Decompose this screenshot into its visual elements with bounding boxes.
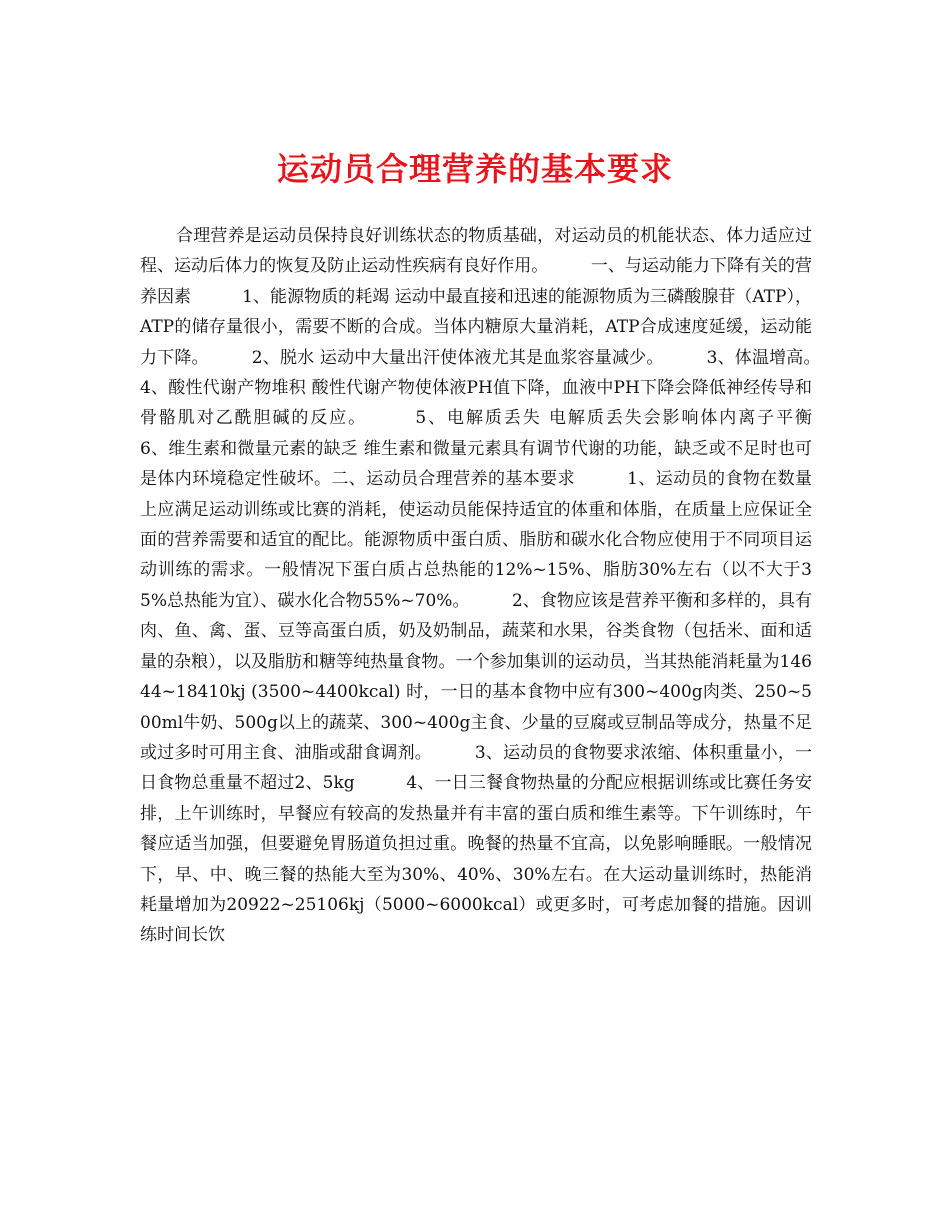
body-paragraph: 合理营养是运动员保持良好训练状态的物质基础，对运动员的机能状态、体力适应过程、运动后体力的恢复及防止运动性疾病有良好作用。 一、与运动能力下降有关的营养因素 1、能源物质的耗竭 运动中最直接和迅速的能源物质为三磷酸腺苷（ATP），ATP的储存量很小，需要不断的合成。当体内糖原大量消耗，ATP合成速度延缓，运动能力下降。 2、脱水 运动中大量出汗使体液尤其是血浆容量减少。 3、体温增高。 4、酸性代谢产物堆积 酸性代谢产物使体液PH值下降，血液中PH下降会降低神经传导和骨骼肌对乙酰胆碱的反应。 5、电解质丢失 电解质丢失会影响体内离子平衡 6、维生素和微量元素的缺乏 维生素和微量元素具有调节代谢的功能，缺乏或不足时也可是体内环境稳定性破坏。二、运动员合理营养的基本要求 1、运动员的食物在数量上应满足运动训练或比赛的消耗，使运动员能保持适宜的体重和体脂，在质量上应保证全面的营养需要和适宜的配比。能源物质中蛋白质、脂肪和碳水化合物应使用于不同项目运动训练的需求。一般情况下蛋白质占总热能的12%~15%、脂肪30%左右（以不大于35%总热能为宜）、碳水化合物55%~70%。 2、食物应该是营养平衡和多样的，具有肉、鱼、禽、蛋、豆等高蛋白质，奶及奶制品，蔬菜和水果，谷类食物（包括米、面和适量的杂粮），以及脂肪和糖等纯热量食物。一个参加集训的运动员，当其热能消耗量为14644~18410kj (3500~4400kcal) 时，一日的基本食物中应有300~400g肉类、250~500ml牛奶、500g以上的蔬菜、300~400g主食、少量的豆腐或豆制品等成分，热量不足或过多时可用主食、油脂或甜食调剂。 3、运动员的食物要求浓缩、体积重量小，一日食物总重量不超过2、5kg 4、一日三餐食物热量的分配应根据训练或比赛任务安排，上午训练时，早餐应有较高的发热量并有丰富的蛋白质和维生素等。下午训练时，午餐应适当加强，但要避免胃肠道负担过重。晚餐的热量不宜高，以免影响睡眠。一般情况下，早、中、晚三餐的热能大至为30%、40%、30%左右。在大运动量训练时，热能消耗量增加为20922~25106kj（5000~6000kcal）或更多时，可考虑加餐的措施。因训练时间长饮	[140, 226, 863, 946]
page-title: 运动员合理营养的基本要求	[276, 150, 673, 189]
